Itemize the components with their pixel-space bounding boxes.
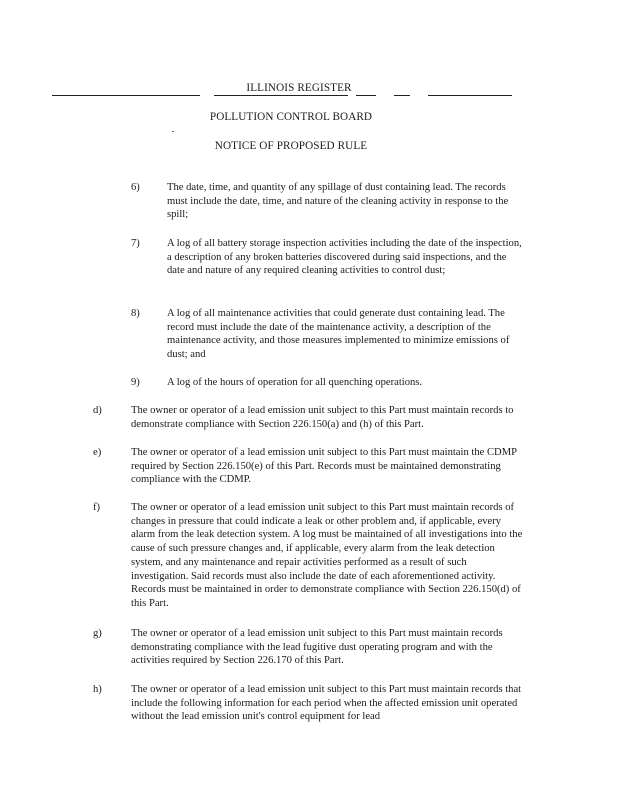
item-text: The owner or operator of a lead emission unit subject to this Part must maintain the CDMP required by Section 226.150(e) of this Part. Records must be maintained demonstrating compliance with the CDMP. <box>131 447 517 486</box>
header-rule-gap-2 <box>394 95 410 96</box>
item-text: The date, time, and quantity of any spillage of dust containing lead. The records must include the date, time, and nature of the cleaning activity in response to the spill; <box>167 182 509 221</box>
item-label: 6) <box>131 182 140 193</box>
header-rule-left <box>52 95 200 96</box>
item-text: The owner or operator of a lead emission unit subject to this Part must maintain records that include the following information for each period when the affected emission unit operated without the lead emission unit's control equipment for lead <box>131 684 522 723</box>
item-label: e) <box>93 447 102 458</box>
item-label: f) <box>93 502 101 513</box>
item-text: The owner or operator of a lead emission unit subject to this Part must maintain records of changes in pressure that could indicate a leak or other problem and, if applicable, every alarm from the leak detection system. A log must be maintained of all investigations into the cause of such pressure changes and, if applicable, every alarm from the leak detection system, and any maintenance and repair activities performed as a result of such investigation. Said records must also include the date of each aforementioned activity. Records must be maintained in order to demonstrate compliance with Section 226.150(d) of this Part. <box>131 502 523 609</box>
item-label: d) <box>93 405 102 416</box>
stray-mark <box>172 131 174 132</box>
item-text: A log of the hours of operation for all quenching operations. <box>167 377 423 388</box>
item-label: 9) <box>131 377 140 388</box>
header-rule-right <box>428 95 512 96</box>
item-text: The owner or operator of a lead emission unit subject to this Part must maintain records to demonstrate compliance with Section 226.150(a) and (h) of this Part. <box>131 405 514 430</box>
item-label: 8) <box>131 308 140 319</box>
item-text: A log of all maintenance activities that could generate dust containing lead. The record must include the date of the maintenance activity, a description of the maintenance activity, and those measures implemented to minimize emissions of dust; and <box>167 308 510 361</box>
notice-title: NOTICE OF PROPOSED RULE <box>214 140 368 152</box>
header-rule-title <box>214 95 348 96</box>
header-rule-gap-1 <box>356 95 376 96</box>
register-title: ILLINOIS REGISTER <box>246 82 352 94</box>
item-text: The owner or operator of a lead emission unit subject to this Part must maintain records demonstrating compliance with the lead fugitive dust operating program and with the activities required by Section 226.170 of this Part. <box>131 628 503 667</box>
board-title: POLLUTION CONTROL BOARD <box>209 111 373 123</box>
item-label: 7) <box>131 238 140 249</box>
item-label: g) <box>93 628 102 639</box>
item-label: h) <box>93 684 102 695</box>
item-text: A log of all battery storage inspection activities including the date of the inspection, a description of any broken batteries discovered during said inspections, and the date and nature of any required cleaning activities to control dust; <box>167 238 522 277</box>
